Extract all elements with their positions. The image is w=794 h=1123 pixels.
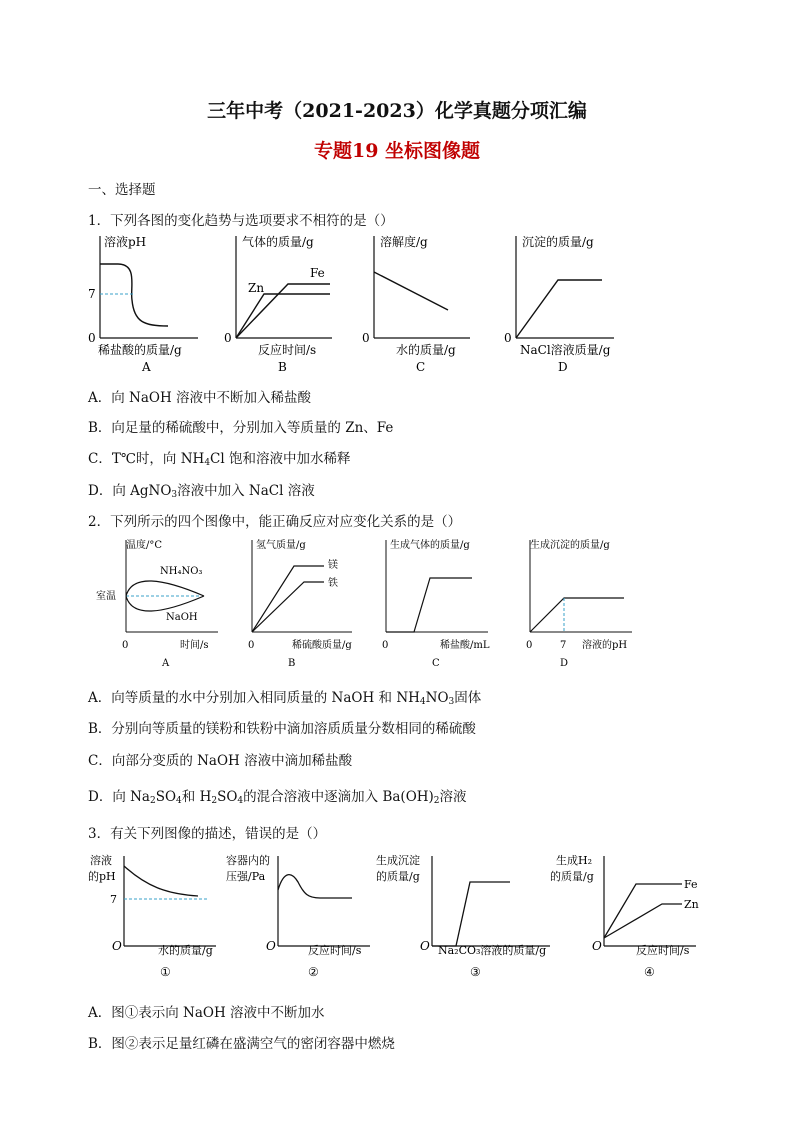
document-title: 三年中考（2021-2023）化学真题分项汇编 [207,100,587,122]
zn-line [236,294,330,338]
q1-stem: 1．下列各图的变化趋势与选项要求不相符的是（） [88,213,394,229]
fe-label: 铁 [328,578,338,589]
origin: 0 [88,331,96,345]
origin: O [592,939,602,953]
origin: 0 [382,640,389,651]
xlabel: 水的质量/g [158,944,213,957]
ylabel: 生成气体的质量/g [390,540,470,551]
graph-tag: ④ [644,965,655,979]
naoh-label: NaOH [166,612,198,623]
origin: O [266,939,276,953]
ylabel-line2: 的pH [88,870,116,883]
q3-option-b: B．图②表示足量红磷在盛满空气的密闭容器中燃烧 [88,1036,395,1052]
ylabel-line1: 生成H₂ [556,854,593,867]
q3-graph-1 [88,853,216,979]
graph-tag: B [278,360,287,374]
q3-stem: 3．有关下列图像的描述，错误的是（） [88,826,327,842]
fe-line [252,582,324,632]
precipitate-line [530,598,624,632]
origin: 0 [526,640,533,651]
origin: 0 [224,331,232,345]
graph-tag: ② [308,965,319,979]
q2-option-c: C．向部分变质的 NaOH 溶液中滴加稀盐酸 [88,753,353,769]
q2-figures [92,536,652,672]
ylabel-line2: 的质量/g [550,870,594,883]
fe-label: Fe [684,878,698,891]
graph-tag: C [416,360,426,374]
xlabel: 反应时间/s [308,944,362,957]
q1-option-a: A．向 NaOH 溶液中不断加入稀盐酸 [88,390,312,406]
xlabel: 溶液的pH [582,640,628,651]
ph-curve [100,264,168,326]
ylabel: 气体的质量/g [242,235,314,249]
gas-line [386,578,472,632]
naoh-curve [126,581,204,596]
origin: 0 [362,331,370,345]
graph-tag: D [560,658,569,669]
ylabel: 氢气质量/g [256,540,306,551]
ylabel-line1: 生成沉淀 [376,854,420,867]
q2-graph-b [248,538,352,669]
q3-graph-3 [376,853,550,979]
document-subtitle: 专题19 坐标图像题 [313,140,481,162]
q1-graph-a [88,234,198,374]
graph-tag: A [142,360,151,374]
ylabel: 生成沉淀的质量/g [530,540,610,551]
ylabel: 沉淀的质量/g [522,235,594,249]
ylabel-line1: 容器内的 [226,854,270,867]
ph-curve [124,866,198,896]
q2-stem: 2．下列所示的四个图像中，能正确反应对应变化关系的是（） [88,514,462,530]
xlabel: 水的质量/g [396,343,456,357]
ylabel: 溶液pH [104,235,147,249]
graph-tag: A [162,658,170,669]
xlabel: 反应时间/s [636,944,690,957]
tick-7: 7 [560,640,567,651]
zn-label: Zn [684,898,699,911]
q3-option-a: A．图①表示向 NaOH 溶液中不断加水 [88,1005,325,1021]
ylabel-line1: 溶液 [90,854,112,867]
tick-7: 7 [110,893,117,906]
xlabel: 稀硫酸质量/g [292,640,352,651]
xlabel: Na₂CO₃溶液的质量/g [438,944,547,957]
section-heading: 一、选择题 [88,182,156,198]
graph-tag: ③ [470,965,481,979]
origin: 0 [248,640,255,651]
q2-graph-a [96,538,218,669]
q2-option-b: B．分别向等质量的镁粉和铁粉中滴加溶质质量分数相同的稀硫酸 [88,721,476,737]
q1-option-d: D．向 AgNO$_3$溶液中加入 NaCl 溶液 [88,483,315,500]
room-temp-label: 室温 [96,591,116,602]
q2-graph-c [382,538,490,669]
zn-label: Zn [248,281,265,295]
ylabel: 溶解度/g [380,235,428,249]
q1-option-c: C．T℃时，向 $NH_4Cl$ 饱和溶液中加水稀释 [88,451,351,468]
q1-graph-d [504,234,614,374]
graph-tag: B [288,658,296,669]
xlabel: 稀盐酸/mL [440,640,490,651]
origin: 0 [122,640,129,651]
tick-7: 7 [88,287,96,301]
q1-option-b: B．向足量的稀硫酸中，分别加入等质量的 Zn、Fe [88,420,394,436]
origin: 0 [504,331,512,345]
ylabel: 温度/°C [126,540,163,551]
zn-line [604,904,682,938]
q2-graph-d [526,538,632,669]
xlabel: 稀盐酸的质量/g [98,343,182,357]
xlabel: 反应时间/s [258,343,317,357]
graph-tag: D [558,360,568,374]
q3-graph-4 [550,853,699,979]
origin: O [420,939,430,953]
origin: O [112,939,122,953]
graph-tag: ① [160,965,171,979]
q2-option-a: A．向等质量的水中分别加入相同质量的 NaOH 和 $NH_4NO_3$固体 [88,690,482,707]
nh4no3-label: NH₄NO₃ [160,566,203,577]
xlabel: NaCl溶液质量/g [520,343,611,357]
fe-label: Fe [310,266,325,280]
q1-graph-c [362,234,470,374]
xlabel: 时间/s [180,640,209,651]
graph-tag: C [432,658,440,669]
q1-graph-b [224,234,332,374]
nh4no3-curve [126,596,204,611]
mg-label: 镁 [328,560,338,571]
precipitate-line [516,280,602,338]
q1-figures [80,228,640,380]
ylabel-line2: 的质量/g [376,870,420,883]
fe-line [604,884,682,938]
ylabel-line2: 压强/Pa [226,870,266,883]
precipitate-line [432,882,510,946]
q3-figures [86,850,706,986]
pressure-curve [278,875,352,898]
q3-graph-2 [226,853,370,979]
q2-option-d: D．向 $Na_2SO_4$和 $H_2SO_4$的混合溶液中逐滴加入 $Ba(OH)_2$溶液 [88,789,467,806]
solubility-line [374,272,448,310]
